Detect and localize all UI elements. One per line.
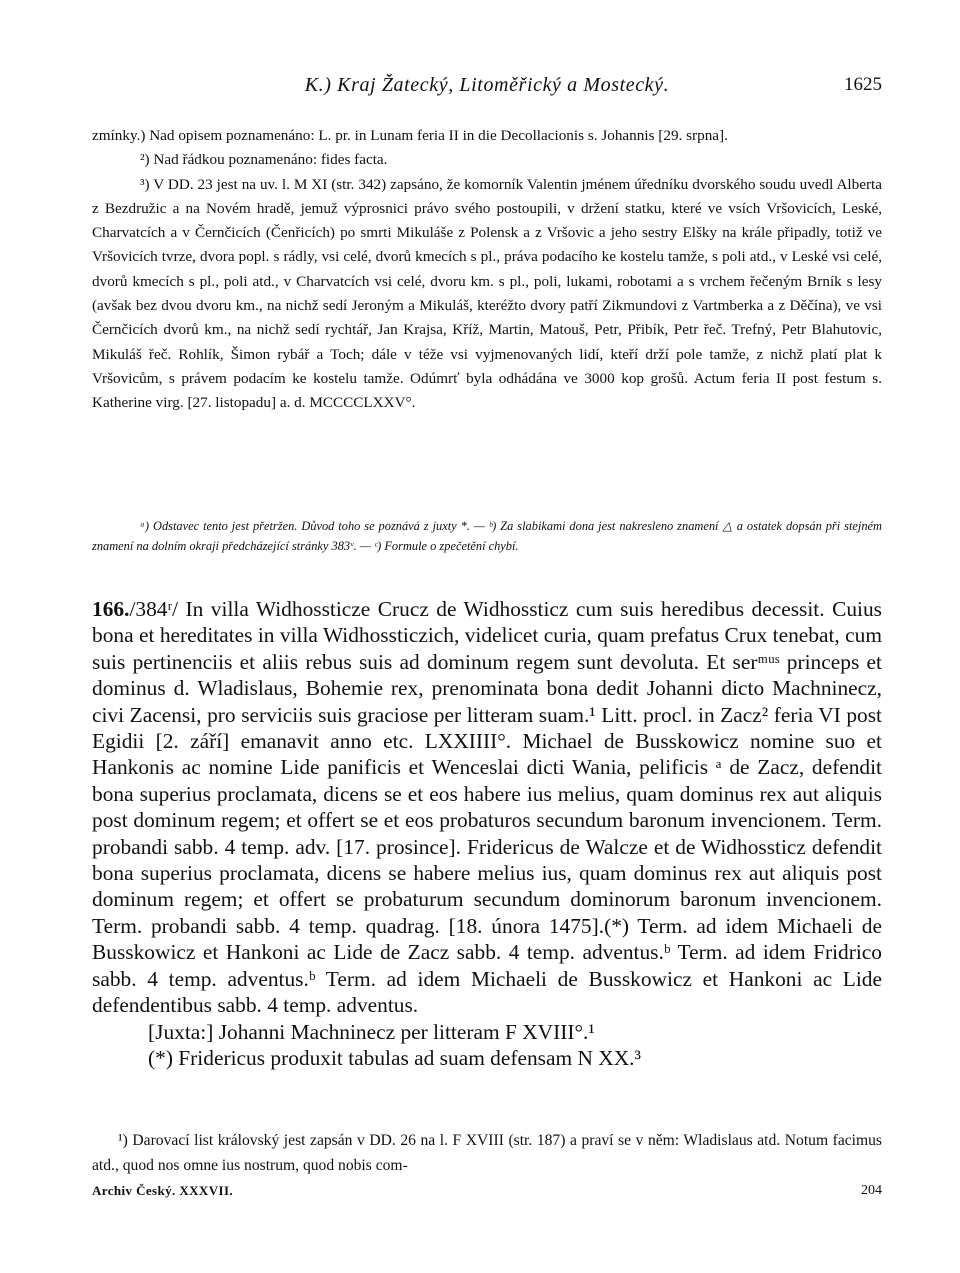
footnote-2: ²) Nad řádkou poznamenáno: fides facta. [140,151,388,169]
page-footnotes [92,1128,882,1178]
entry-166 [92,596,882,1071]
page-number: 1625 [844,74,882,95]
running-title: K.) Kraj Žatecký, Litoměřický a Mostecký. [304,74,670,96]
folio-reference: /384ʳ/ [129,597,179,621]
entry-body: In villa Widhossticze Crucz de Widhossticz cum suis heredibus decessit. Cuius bona et hereditates in villa Widhossticzich, videlicet curia, quam prefatus Crux tenebat, cum suis pertinenciis et aliis rebus suis ad dominum regem sunt devoluta. Et serᵐᵘˢ princeps et dominus d. Wladislaus, Bohemie rex, prenominata bona dedit Johanni dicto Machninecz, civi Zacensi, pro serviciis suis graciose per litteram suam.¹ Litt. procl. in Zacz² feria VI post Egidii [2. září] emanavit anno etc. LXXIIII°. Michael de Busskowicz nomine suo et Hankonis ac nomine Lide panificis et Wenceslai dicti Wania, pelificis ᵃ de Zacz, defendit bona superius proclamata, dicens se et eos habere ius melius, quam dominus rex aut aliquis post dominum regem; et offert se et eos probaturos secundum baronum invencionem. Term. probandi sabb. 4 temp. adv. [17. prosince]. Fridericus de Walcze et de Widhossticz defendit bona superius proclamata, dicens se habere melius ius, quam dominus rex aut aliquis post dominum regem; et offert se probaturum secundum dominorum baronum invencionem. Term. probandi sabb. 4 temp. quadrag. [18. února 1475].(*) Term. ad idem Michaeli de Busskowicz et Hankoni ac Lide de Zacz sabb. 4 temp. adventus.ᵇ Term. ad idem Fridrico sabb. 4 temp. adventus.ᵇ Term. ad idem Michaeli de Busskowicz et Hankoni ac Lide defendentibus sabb. 4 temp. adventus. [92,597,882,1018]
star-note-line: (*) Fridericus produxit tabulas ad suam defensam N XX.³ [148,1045,641,1070]
page-footer [92,1183,882,1207]
textual-notes-text: ᵃ) Odstavec tento jest přetržen. Důvod toho se poznává z juxty *. — ᵇ) Za slabikami dona jest nakresleno znamení △ a ostatek dopsán při stejném znamení na dolním okraji předcházející stránky 383ᵛ. — ᶜ) Formule o zpečetění chybí. [92,519,882,553]
footnote-3: ³) V DD. 23 jest na uv. l. M XI (str. 342) zapsáno, že komorník Valentin jménem úředníku dvorského soudu uvedl Alberta z Bezdružic a na Novém hradě, jemuž výprosnici právo svého postoupili, v držení statku, které ve vsích Vršovicích, Leské, Charvatcích a v Černčicích (Čenřicích) po smrti Mikuláše z Polensk a z Vršovic a jeho sestry Elšky na krále připadly, totiž ve Vršovicích tvrze, dvora popl. s rádly, vsi celé, dvorů kmecích s pl., práva podacího ke kostelu tamže, s poli atd., v Leské vsi celé, dvorů kmecích s pl., poli atd., v Charvatcích vsi celé, dvoru km. s pl., poli, lukami, robotami a s vrchem řečeným Brník s lesy (avšak bez dvou dvoru km., na nichž sedí Jeroným a Mikuláš, kteréžto dvory patří Zikmundovi z Vartmberka a z Děčína), ve vsi Černčicích dvorů km., na nichž sedí rychtář, Jan Krajsa, Kříž, Martin, Matouš, Petr, Přibík, Petr řeč. Trefný, Petr Blahutovic, Mikuláš řeč. Rohlík, Šimon rybář a Toch; dále v téže vsi vyjmenovaných lidí, kteří drží pole tamže, z nichž platí plat k Vršovicům, s právem podacím ke kostelu tamže. Odúmrť byla odhádána ve 3000 kop grošů. Actum feria II post festum s. Katherine virg. [27. listopadu] a. d. MCCCCLXXV°. [92,175,882,412]
continued-footnotes [92,124,882,416]
textual-notes [92,516,882,556]
entry-body-paragraph [92,596,882,1019]
entry-number: 166. [92,597,130,621]
page-header [92,74,882,104]
sheet-number: 204 [861,1183,882,1198]
printer-signature: Archiv Český. XXXVII. [92,1183,234,1198]
footnote-continuation: zmínky.) Nad opisem poznamenáno: L. pr. in Lunam feria II in die Decollacionis s. Johannis [29. srpna]. [92,127,728,144]
footnote-1: ¹) Darovací list královský jest zapsán v DD. 26 na l. F XVIII (str. 187) a praví se v něm: Wladislaus atd. Notum facimus atd., quod nos omne ius nostrum, quod nobis com- [92,1132,882,1174]
juxta-line: [Juxta:] Johanni Machninecz per litteram F XVIII°.¹ [148,1019,595,1044]
